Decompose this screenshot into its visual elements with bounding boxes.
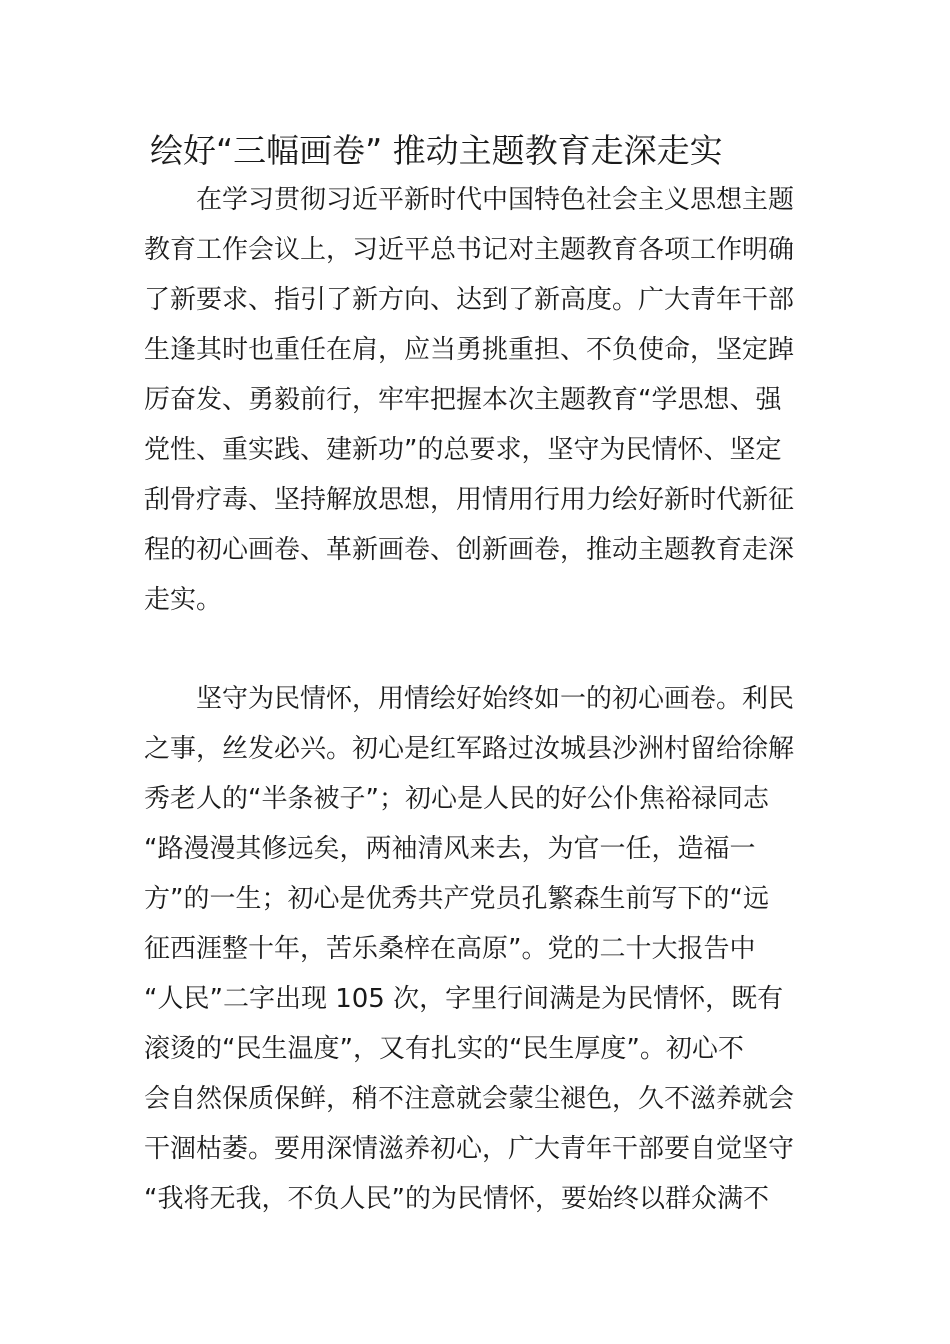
paragraph-2-line: 滚烫的“民生温度”，又有扎实的“民生厚度”。初心不: [144, 1034, 744, 1064]
paragraph-1-line: 教育工作会议上，习近平总书记对主题教育各项工作明确: [144, 235, 795, 265]
paragraph-1-line: 厉奋发、勇毅前行，牢牢把握本次主题教育“学思想、强: [144, 385, 782, 415]
paragraph-2-line: “人民”二字出现 105 次，字里行间满是为民情怀，既有: [144, 984, 784, 1014]
paragraph-2-line: 秀老人的“半条被子”；初心是人民的好公仆焦裕禄同志: [144, 784, 769, 814]
paragraph-1-line: 了新要求、指引了新方向、达到了新高度。广大青年干部: [144, 285, 795, 315]
paragraph-1-line: 刮骨疗毒、坚持解放思想，用情用行用力绘好新时代新征: [144, 485, 795, 515]
paragraph-2-line: 方”的一生；初心是优秀共产党员孔繁森生前写下的“远: [144, 884, 769, 914]
paragraph-2-line: “我将无我，不负人民”的为民情怀，要始终以群众满不: [144, 1184, 769, 1214]
paragraph-1-line: 程的初心画卷、革新画卷、创新画卷，推动主题教育走深: [144, 535, 795, 565]
paragraph-1-line: 在学习贯彻习近平新时代中国特色社会主义思想主题: [196, 185, 795, 215]
paragraph-1-line: 生逢其时也重任在肩，应当勇挑重担、不负使命，坚定踔: [144, 335, 795, 365]
paragraph-1-line: 党性、重实践、建新功”的总要求，坚守为民情怀、坚定: [144, 435, 782, 465]
document-title: 绘好“三幅画卷” 推动主题教育走深走实: [150, 131, 723, 170]
paragraph-2-line: 征西涯整十年，苦乐桑梓在高原”。党的二十大报告中: [144, 934, 756, 964]
paragraph-2-line: 干涸枯萎。要用深情滋养初心，广大青年干部要自觉坚守: [144, 1134, 795, 1164]
paragraph-2-line: 坚守为民情怀，用情绘好始终如一的初心画卷。利民: [196, 684, 795, 714]
paragraph-1-line: 走实。: [144, 585, 223, 615]
paragraph-2-line: 会自然保质保鲜，稍不注意就会蒙尘褪色，久不滋养就会: [144, 1084, 795, 1114]
paragraph-2-line: 之事，丝发必兴。初心是红军路过汝城县沙洲村留给徐解: [144, 734, 795, 764]
paragraph-2-line: “路漫漫其修远矣，两袖清风来去，为官一任，造福一: [144, 834, 756, 864]
